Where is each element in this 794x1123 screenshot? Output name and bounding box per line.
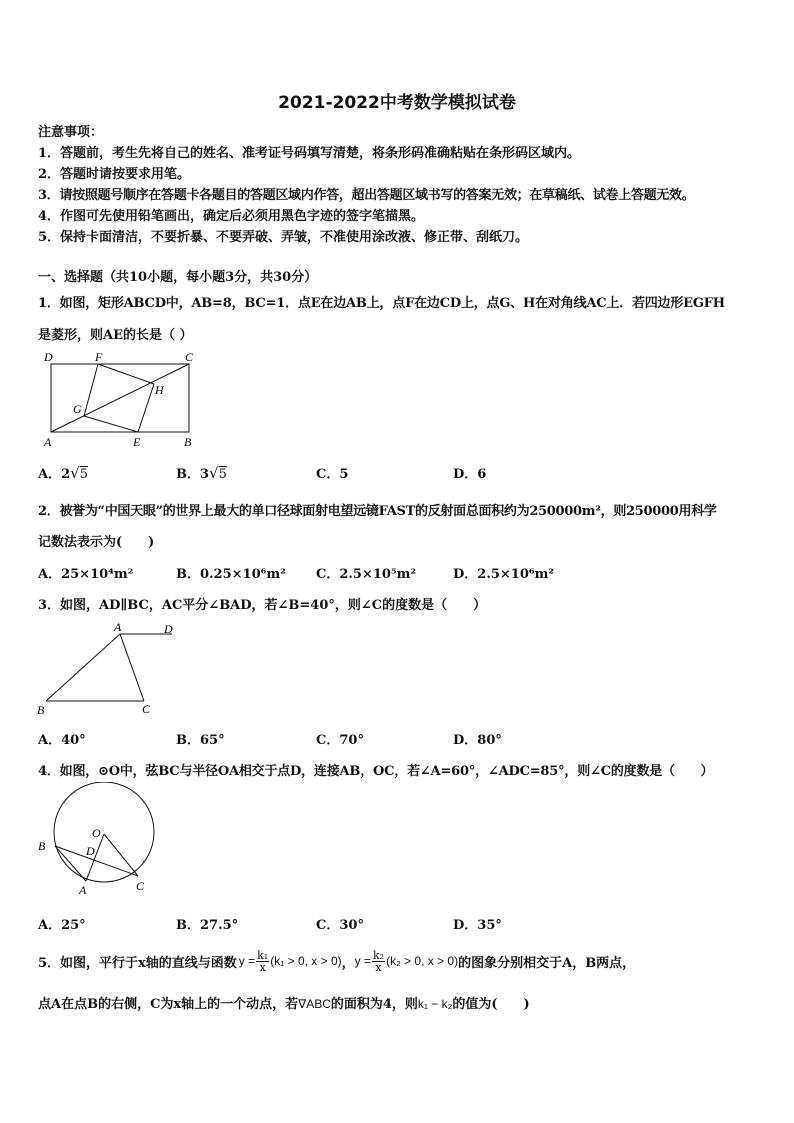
q1-option-b[interactable]: B．3√5 [176, 464, 227, 482]
q4-option-d[interactable]: D．35° [453, 918, 502, 933]
label-h: H [155, 383, 164, 397]
q1-option-d[interactable]: D．6 [453, 467, 487, 482]
label-a: A [79, 883, 87, 894]
q3-option-d[interactable]: D．80° [453, 733, 502, 748]
label-c: C [136, 879, 145, 893]
label-e: E [133, 435, 141, 449]
q3-option-c[interactable]: C．70° [316, 733, 364, 748]
q4-option-c[interactable]: C．30° [316, 918, 364, 933]
question-5-line2: 点A在点B的右侧，C为x轴上的一个动点，若∇ABC的面积为4，则k₁ − k₂的值为( ) [38, 997, 530, 1012]
q2-option-b[interactable]: B．0.25×10⁶m² [176, 567, 286, 582]
question-5-line1: 5．如图，平行于x轴的直线与函数 y = $\frac{\text{k₁}}{x}$ (k₁ > 0, x > 0) ， y = $\frac{\text{k₂}}{x}$ (k₂ > 0, x > 0) 的图象分别相交于A，B两点， [38, 948, 636, 974]
label-d: D [164, 622, 173, 636]
q4-option-a[interactable]: A．25° [38, 918, 86, 933]
label-f: F [95, 350, 103, 364]
notice-item: 5．保持卡面清洁，不要折暴、不要弄破、弄皱，不准使用涂改液、修正带、刮纸刀。 [38, 230, 529, 245]
question-1-line1: 1．如图，矩形ABCD中，AB=8，BC=1．点E在边AB上，点F在边CD上，点G、H在对角线AC上．若四边形EGFH [38, 296, 725, 311]
label-c: C [185, 350, 194, 364]
label-b: B [38, 839, 46, 853]
label-d: D [44, 350, 53, 364]
question-2-line2: 记数法表示为( ) [38, 535, 155, 550]
label-a: A [44, 435, 52, 449]
label-b: B [37, 703, 45, 717]
q2-option-d[interactable]: D．2.5×10⁶m² [453, 567, 555, 582]
label-c: C [142, 702, 151, 716]
page-title: 2021-2022中考数学模拟试卷 [278, 93, 516, 113]
q1-option-c[interactable]: C．5 [316, 467, 349, 482]
notice-item: 2．答题时请按要求用笔。 [38, 167, 191, 182]
question-3-line1: 3．如图，AD∥BC，AC平分∠BAD，若∠B=40°，则∠C的度数是（ ） [38, 598, 487, 613]
notice-item: 3．请按照题号顺序在答题卡各题目的答题区域内作答，超出答题区域书写的答案无效；在草稿纸、试卷上答题无效。 [38, 188, 695, 203]
q3-option-b[interactable]: B．65° [176, 733, 225, 748]
q3-option-a[interactable]: A．40° [38, 733, 86, 748]
circle-figure [34, 782, 164, 894]
label-a: A [114, 620, 122, 634]
rectangle-figure [40, 346, 200, 452]
label-b: B [184, 435, 192, 449]
label-d: D [86, 844, 95, 858]
q1-option-a[interactable]: A．2√5 [38, 464, 88, 482]
label-o: O [92, 826, 101, 840]
question-4-line1: 4．如图，⊙O中，弦BC与半径OA相交于点D，连接AB，OC，若∠A=60°，∠ADC=85°，则∠C的度数是（ ） [38, 764, 714, 779]
question-1-line2: 是菱形，则AE的长是（ ） [38, 328, 193, 343]
q2-option-a[interactable]: A．25×10⁴m² [38, 567, 134, 582]
triangle-figure [34, 620, 184, 720]
section-heading: 一、选择题（共10小题，每小题3分，共30分） [38, 270, 318, 285]
notice-item: 4．作图可先使用铅笔画出，确定后必须用黑色字迹的签字笔描黑。 [38, 209, 425, 224]
question-2-line1: 2．被誉为“中国天眼”的世界上最大的单口径球面射电望远镜FAST的反射面总面积约为250000m²，则250000用科学 [38, 504, 717, 519]
q2-option-c[interactable]: C．2.5×10⁵m² [316, 567, 417, 582]
label-g: G [73, 402, 82, 416]
notice-item: 1．答题前，考生先将自己的姓名、准考证号码填写清楚，将条形码准确粘贴在条形码区域内。 [38, 146, 581, 161]
notice-heading: 注意事项： [38, 125, 104, 140]
q4-option-b[interactable]: B．27.5° [176, 918, 239, 933]
